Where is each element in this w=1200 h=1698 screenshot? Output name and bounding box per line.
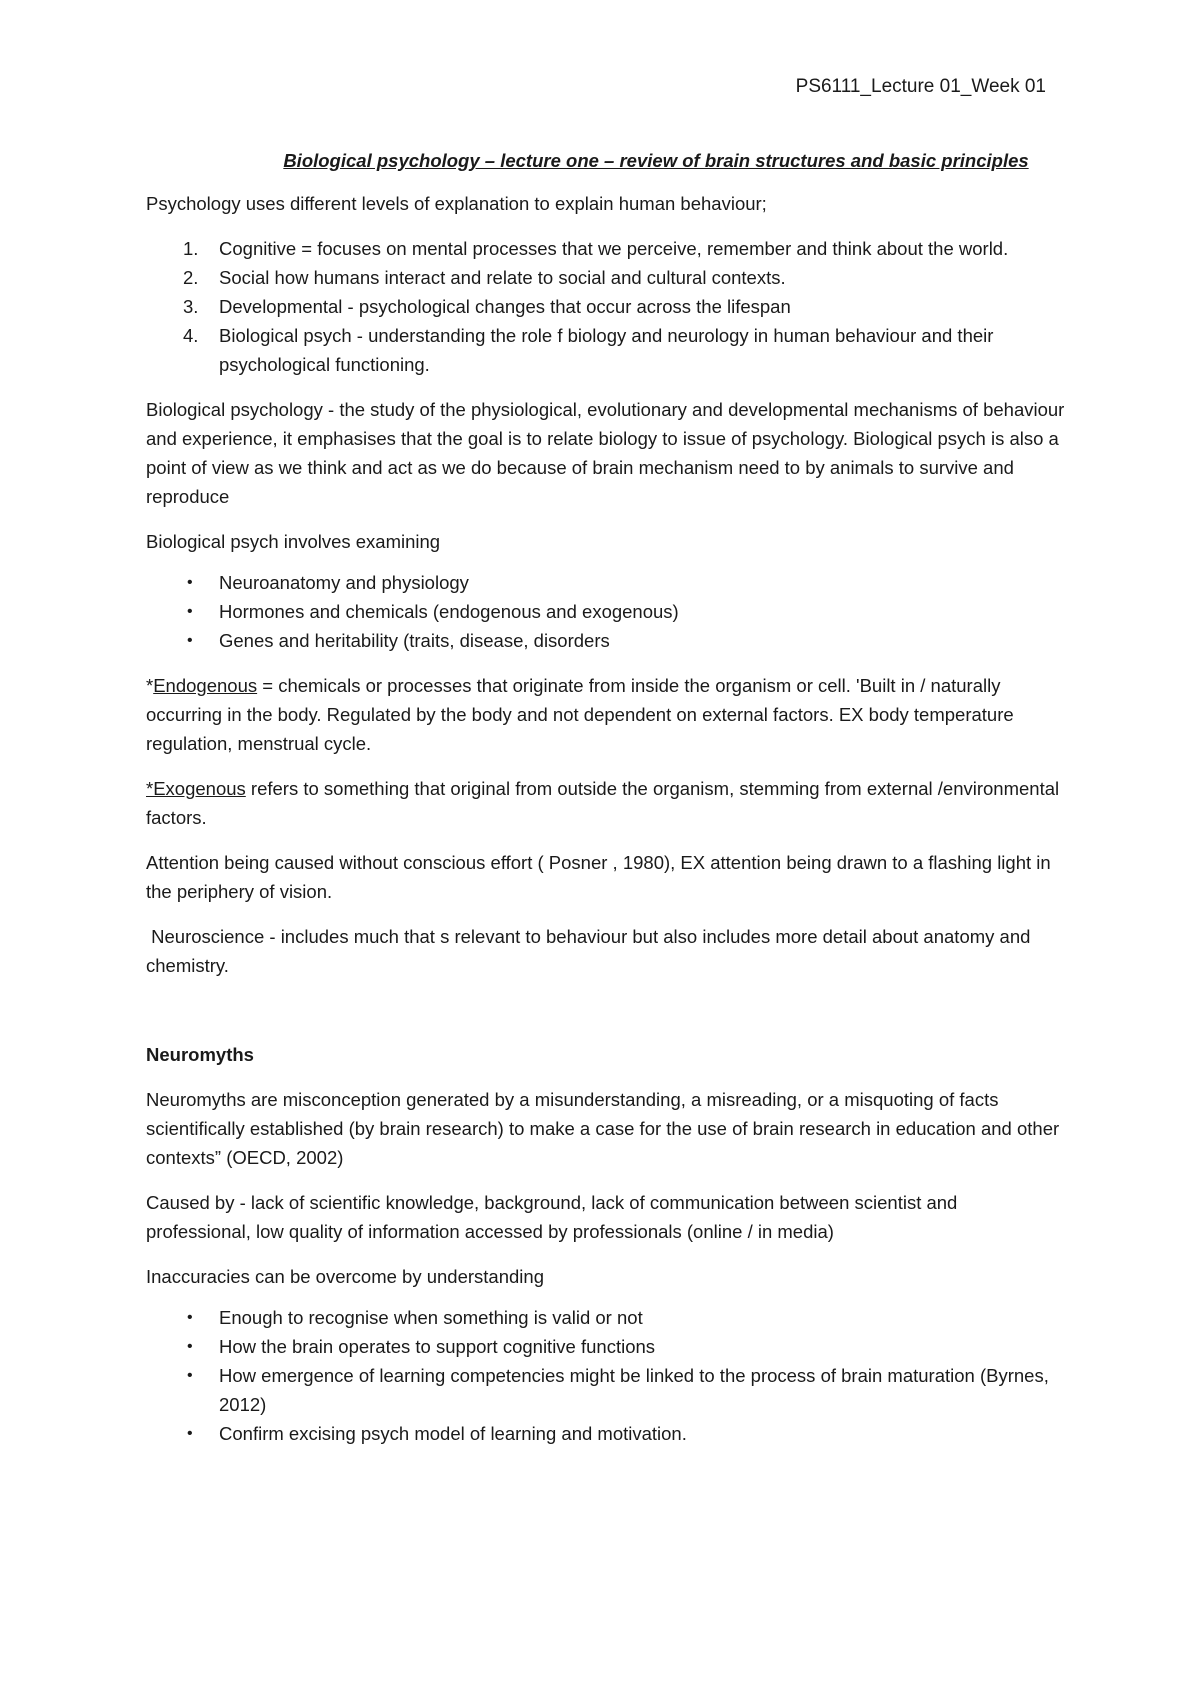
list-item-text: Confirm excising psych model of learning and motivation.: [219, 1423, 687, 1444]
exogenous-term: *Exogenous: [146, 778, 246, 799]
list-item: [146, 1419, 1066, 1448]
list-item: [146, 1303, 1066, 1332]
page-header: PS6111_Lecture 01_Week 01: [795, 76, 1046, 97]
endogenous-prefix: *: [146, 675, 154, 696]
list-item: [146, 597, 1066, 626]
list-item: [146, 321, 1066, 379]
neuromyths-definition: Neuromyths are misconception generated by a misunderstanding, a misreading, or a misquoting of facts scientifically established (by brain research) to make a case for the use of brain research in education and other contexts” (OECD, 2002): [146, 1089, 1060, 1168]
neuroscience-paragraph: Neuroscience - includes much that s relevant to behaviour but also includes more detail about anatomy and chemistry.: [146, 926, 1036, 976]
document-title: Biological psychology – lecture one – review of brain structures and basic principles: [283, 150, 1029, 171]
bullet-icon: •: [187, 1338, 193, 1355]
caused-by-paragraph: Caused by - lack of scientific knowledge, background, lack of communication between scientist and professional, low quality of information accessed by professionals (online / in media): [146, 1192, 958, 1242]
bullet-icon: •: [187, 603, 193, 620]
list-item-text: Neuroanatomy and physiology: [219, 572, 469, 593]
list-item: [146, 263, 1066, 292]
list-item-text: Hormones and chemicals (endogenous and exogenous): [219, 601, 679, 622]
list-item-text: Developmental - psychological changes that occur across the lifespan: [219, 296, 791, 317]
list-number: 4.: [183, 325, 199, 346]
list-item: [146, 1361, 1066, 1419]
list-item-text: Genes and heritability (traits, disease, disorders: [219, 630, 610, 651]
list-number: 3.: [183, 296, 199, 317]
bullet-icon: •: [187, 574, 193, 591]
examining-list: [146, 568, 1066, 655]
overcome-intro: Inaccuracies can be overcome by understanding: [146, 1266, 544, 1287]
intro-paragraph: Psychology uses different levels of explanation to explain human behaviour;: [146, 193, 767, 214]
list-number: 1.: [183, 238, 199, 259]
attention-paragraph: Attention being caused without conscious effort ( Posner , 1980), EX attention being drawn to a flashing light in the periphery of vision.: [146, 852, 1051, 902]
examining-intro: Biological psych involves examining: [146, 531, 441, 552]
list-item-text: Enough to recognise when something is valid or not: [219, 1307, 643, 1328]
bullet-icon: •: [187, 1309, 193, 1326]
document-body: [146, 146, 1066, 1464]
levels-list: [146, 234, 1066, 379]
list-item: [146, 234, 1066, 263]
list-item-text: Biological psych - understanding the role f biology and neurology in human behaviour and their psychological functioning.: [219, 325, 994, 375]
list-number: 2.: [183, 267, 199, 288]
list-item-text: Cognitive = focuses on mental processes that we perceive, remember and think about the world.: [219, 238, 1009, 259]
bullet-icon: •: [187, 1425, 193, 1442]
bullet-icon: •: [187, 1367, 193, 1384]
endogenous-text: = chemicals or processes that originate from inside the organism or cell. 'Built in / naturally occurring in the body. Regulated by the body and not dependent on external factors. EX body temperature regulation, menstrual cycle.: [146, 675, 1014, 754]
list-item: [146, 626, 1066, 655]
overcome-list: [146, 1303, 1066, 1448]
endogenous-term: Endogenous: [153, 675, 258, 696]
list-item: [146, 1332, 1066, 1361]
list-item: [146, 292, 1066, 321]
list-item: [146, 568, 1066, 597]
bullet-icon: •: [187, 632, 193, 649]
exogenous-paragraph: [146, 774, 1066, 832]
exogenous-text: refers to something that original from outside the organism, stemming from external /environmental factors.: [146, 778, 1060, 828]
list-item-text: How the brain operates to support cognitive functions: [219, 1336, 656, 1357]
bio-psych-definition: Biological psychology - the study of the physiological, evolutionary and developmental mechanisms of behaviour and experience, it emphasises that the goal is to relate biology to issue of psychology. Biological psych is also a point of view as we think and act as we do because of brain mechanism need to by animals to survive and reproduce: [146, 399, 1065, 507]
endogenous-paragraph: [146, 671, 1066, 758]
list-item-text: How emergence of learning competencies might be linked to the process of brain maturation (Byrnes, 2012): [219, 1365, 1049, 1415]
list-item-text: Social how humans interact and relate to social and cultural contexts.: [219, 267, 786, 288]
neuromyths-heading: Neuromyths: [146, 1044, 254, 1065]
